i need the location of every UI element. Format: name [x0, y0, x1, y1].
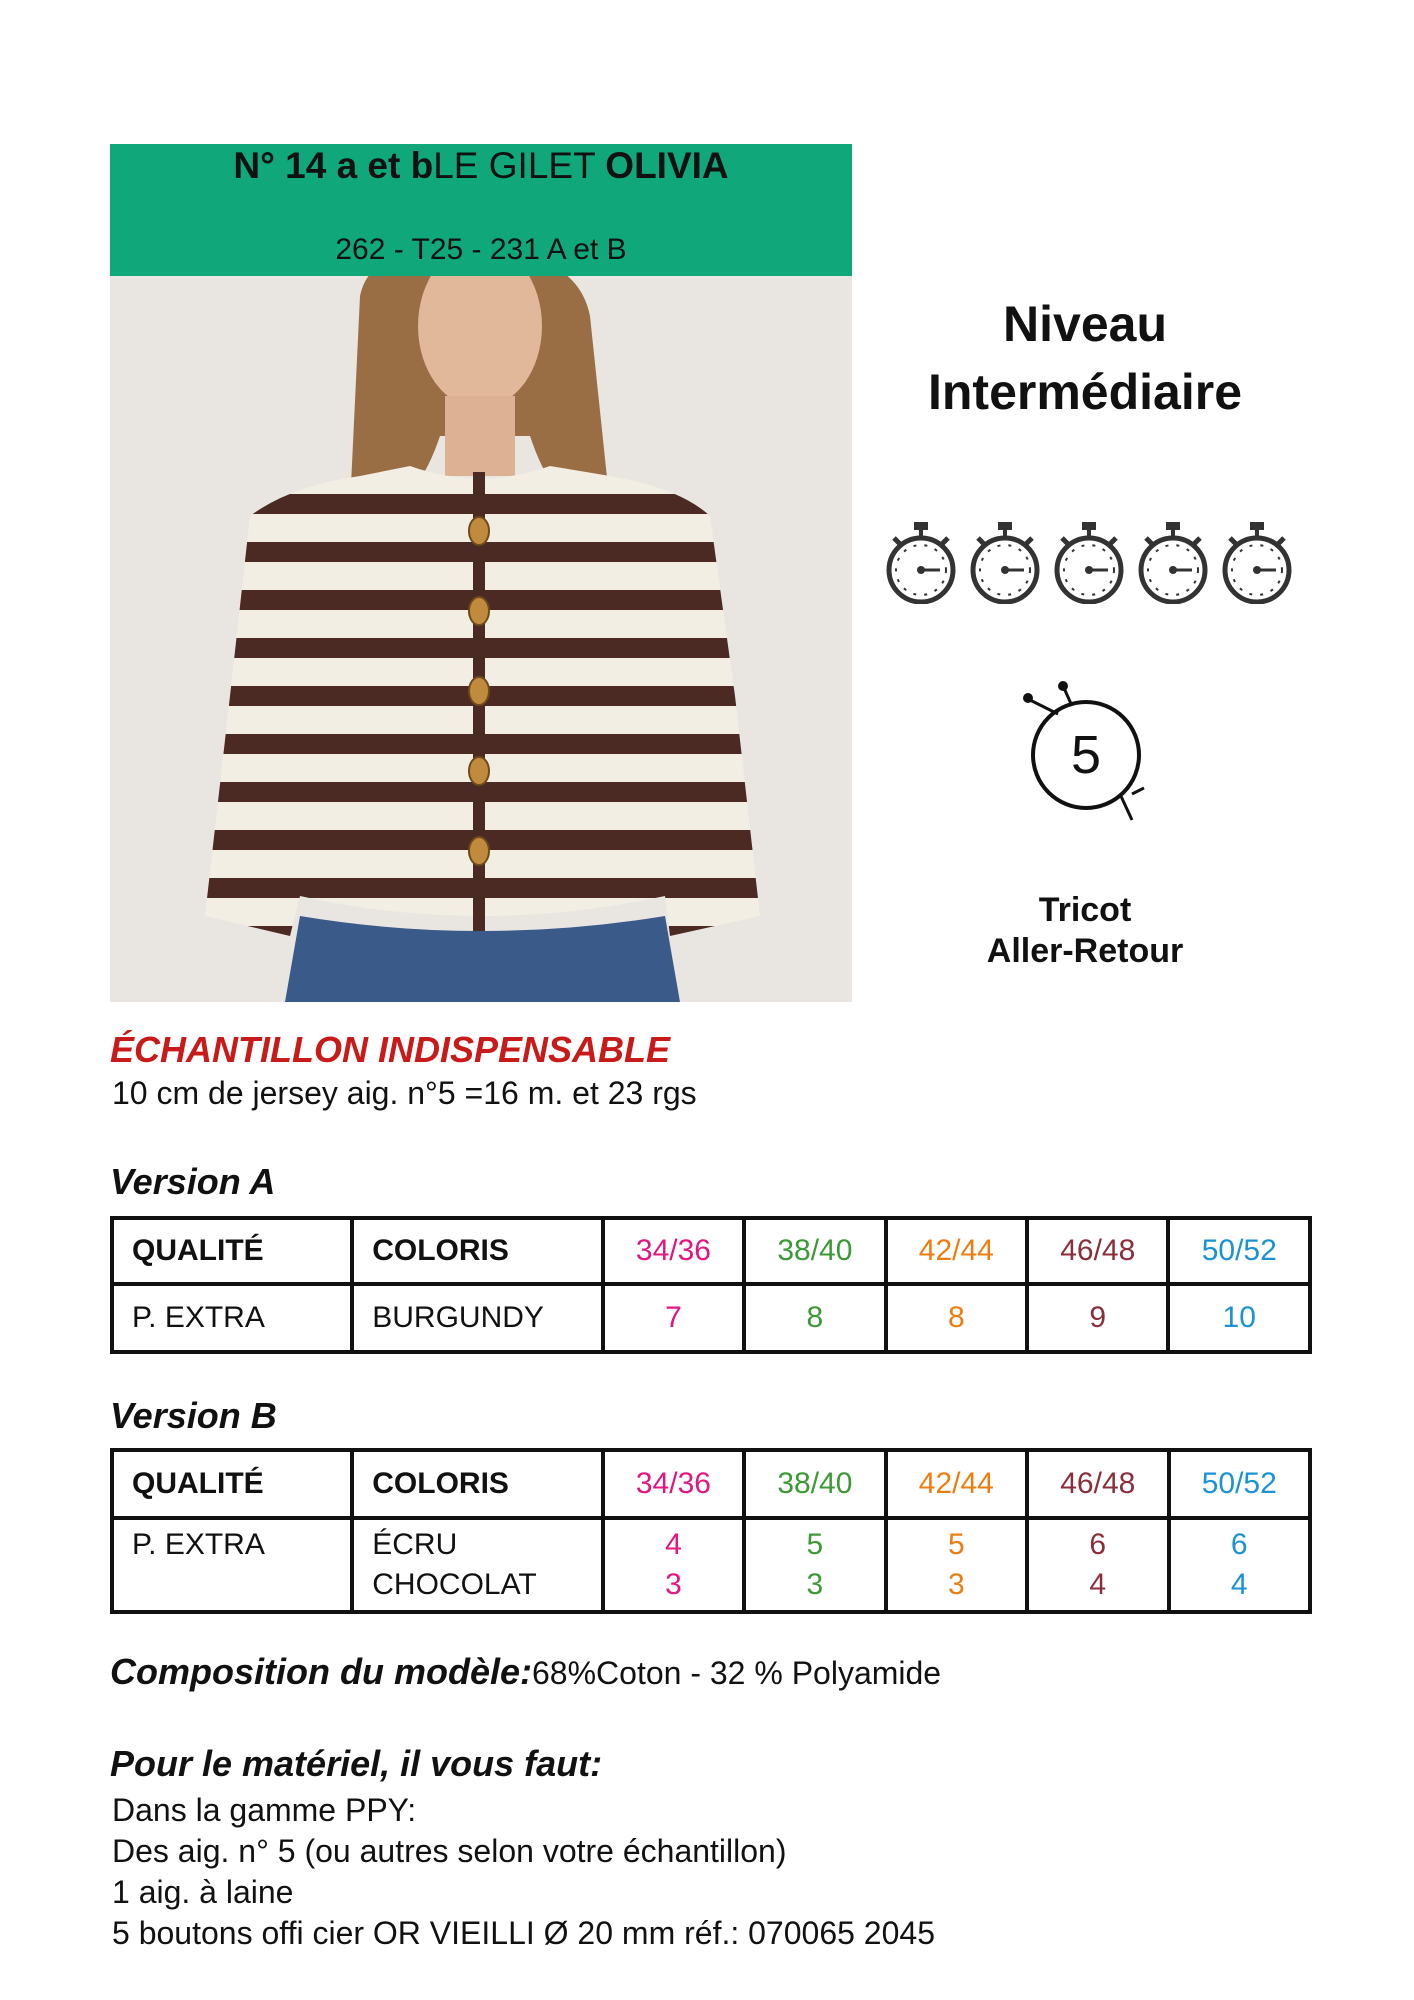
header-size: 34/36 [603, 1218, 744, 1284]
row-quantity: 5 [806, 1528, 824, 1561]
skill-level [880, 290, 1290, 426]
header-size: 46/48 [1027, 1450, 1168, 1518]
row-quantity: 9 [1027, 1284, 1168, 1352]
header-size: 38/40 [744, 1218, 885, 1284]
table-row [112, 1284, 1310, 1352]
yarn-references: 262 - T25 - 231 A et B [335, 233, 627, 266]
row-quantity: 6 [1089, 1528, 1107, 1561]
row-quantity: 3 [665, 1568, 682, 1601]
header-quality: QUALITÉ [112, 1450, 352, 1518]
header-size: 50/52 [1169, 1450, 1311, 1518]
composition [110, 1650, 941, 1702]
model-photo [110, 276, 852, 1002]
table-row [112, 1518, 1310, 1612]
row-quantity: 6 [1230, 1528, 1248, 1561]
row-quantity: 5 [947, 1528, 965, 1561]
striped-cardigan-illustration [110, 276, 852, 1002]
row-quantity: 10 [1168, 1284, 1310, 1352]
row-quantity: 4 [1089, 1568, 1107, 1601]
list-item: Dans la gamme PPY: [112, 1792, 417, 1828]
difficulty-timers [884, 520, 1294, 604]
stopwatch-icon [968, 520, 1042, 604]
row-quantity: 3 [806, 1568, 824, 1601]
version-a-table [110, 1216, 1312, 1354]
header-size: 50/52 [1168, 1218, 1310, 1284]
version-b-table [110, 1448, 1312, 1614]
header-size: 34/36 [603, 1450, 744, 1518]
row-quantities [744, 1518, 885, 1612]
list-item: 5 boutons offi cier OR VIEILLI Ø 20 mm réf.: 070065 2045 [112, 1915, 935, 1951]
row-color: ÉCRU [372, 1528, 458, 1561]
row-quantities [1027, 1518, 1168, 1612]
stopwatch-icon [884, 520, 958, 604]
row-quantities [1169, 1518, 1311, 1612]
composition-value: 68%Coton - 32 % Polyamide [531, 1655, 942, 1691]
stopwatch-icon [1052, 520, 1126, 604]
list-item: 1 aig. à laine [112, 1874, 294, 1910]
row-quantity: 8 [744, 1284, 885, 1352]
row-quantity: 8 [886, 1284, 1027, 1352]
list-item: Des aig. n° 5 (ou autres selon votre échantillon) [112, 1833, 787, 1869]
pattern-name: OLIVIA [605, 145, 729, 186]
header-size: 46/48 [1027, 1218, 1168, 1284]
pattern-name-prefix: LE GILET [433, 145, 606, 186]
row-quantities [886, 1518, 1027, 1612]
row-quantity: 4 [1230, 1568, 1248, 1601]
skill-level-label: Niveau [1003, 296, 1167, 352]
materials-title: Pour le matériel, il vous faut: [110, 1743, 603, 1784]
stopwatch-icon [1136, 520, 1210, 604]
row-color: CHOCOLAT [372, 1568, 537, 1601]
header-band [110, 144, 852, 276]
gauge-title: ÉCHANTILLON INDISPENSABLE [110, 1029, 671, 1070]
skill-level-value: Intermédiaire [927, 364, 1242, 420]
header-size: 38/40 [744, 1450, 885, 1518]
version-a-title: Version A [110, 1161, 276, 1202]
row-quantities [603, 1518, 744, 1612]
table-header-row [112, 1450, 1310, 1518]
header-size: 42/44 [886, 1218, 1027, 1284]
header-size: 42/44 [886, 1450, 1027, 1518]
technique-line2: Aller-Retour [986, 932, 1184, 970]
row-quantity: 3 [947, 1568, 965, 1601]
row-color: BURGUNDY [352, 1284, 603, 1352]
row-quality: P. EXTRA [112, 1518, 352, 1612]
technique [880, 890, 1290, 972]
stopwatch-icon [1220, 520, 1294, 604]
header-color: COLORIS [352, 1218, 603, 1284]
table-header-row [112, 1218, 1310, 1284]
gauge-text: 10 cm de jersey aig. n°5 =16 m. et 23 rgs [112, 1075, 697, 1111]
pattern-number: N° 14 a et b [233, 145, 434, 186]
row-quality: P. EXTRA [112, 1284, 352, 1352]
technique-line1: Tricot [1038, 891, 1132, 929]
composition-label: Composition du modèle: [110, 1651, 532, 1692]
version-b-title: Version B [110, 1395, 277, 1436]
header-quality: QUALITÉ [112, 1218, 352, 1284]
pattern-title [110, 144, 852, 188]
row-quantity: 4 [665, 1528, 682, 1561]
needle-size: 5 [1070, 725, 1102, 785]
header-color: COLORIS [352, 1450, 602, 1518]
materials-list [112, 1790, 935, 1954]
row-colors [352, 1518, 602, 1612]
row-quantity: 7 [603, 1284, 744, 1352]
